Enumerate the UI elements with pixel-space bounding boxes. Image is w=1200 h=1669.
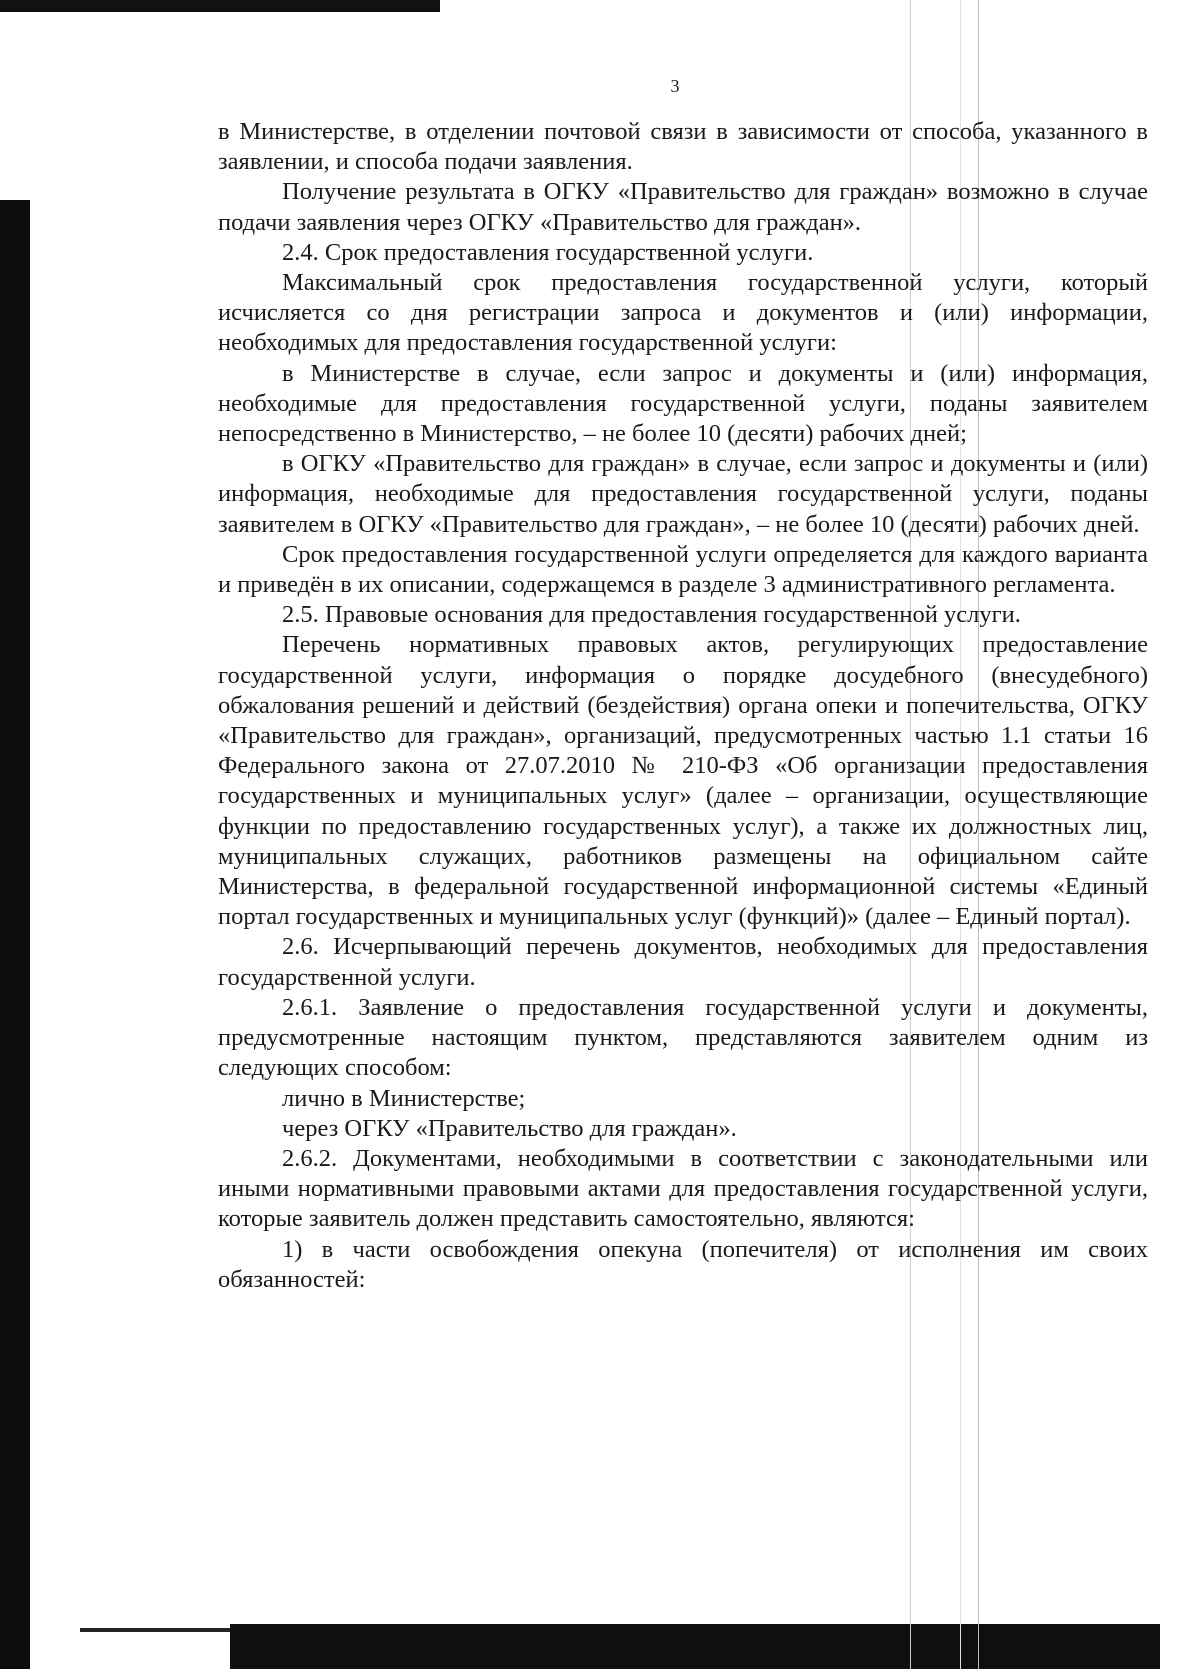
- document-body: [218, 117, 1148, 1295]
- paragraph: Получение результата в ОГКУ «Правительство для граждан» возможно в случае подачи заявления через ОГКУ «Правительство для граждан».: [218, 178, 1148, 236]
- paragraph: в ОГКУ «Правительство для граждан» в случае, если запрос и документы и (или) информация, необходимые для предоставления государственной услуги, поданы заявителем в ОГКУ «Правительство для граждан», – не более 10 (десяти) рабочих дней.: [218, 450, 1148, 538]
- paragraph: Максимальный срок предоставления государственной услуги, который исчисляется со дня регистрации запроса и документов и (или) информации, необходимых для предоставления государственной услуги:: [218, 269, 1148, 357]
- paragraph: 2.6.2. Документами, необходимыми в соответствии с законодательными или иными нормативными правовыми актами для предоставления государственной услуги, которые заявитель должен представить самостоятельно, являются:: [218, 1144, 1148, 1233]
- scan-edge-top: [0, 0, 440, 12]
- scan-edge-bottom: [230, 1624, 1160, 1669]
- paragraph: 1) в части освобождения опекуна (попечителя) от исполнения им своих обязанностей:: [218, 1235, 1148, 1293]
- paragraph: Срок предоставления государственной услуги определяется для каждого варианта и приведён в их описании, содержащемся в разделе 3 административного регламента.: [218, 540, 1148, 599]
- page-number: 3: [670, 76, 680, 96]
- paragraph: в Министерстве в случае, если запрос и документы и (или) информация, необходимые для предоставления государственной услуги, поданы заявителем непосредственно в Министерство, – не более 10 (десяти) рабочих дней;: [218, 359, 1148, 448]
- paragraph: 2.4. Срок предоставления государственной услуги.: [282, 238, 814, 266]
- paragraph: лично в Министерстве;: [282, 1084, 526, 1112]
- paragraph: через ОГКУ «Правительство для граждан».: [282, 1114, 737, 1142]
- paragraph: Перечень нормативных правовых актов, регулирующих предоставление государственной услуги, информация о порядке досудебного (внесудебного) обжалования решений и действий (бездействия) органа опеки и попечительства, ОГКУ «Правительство для граждан», организаций, предусмотренных частью 1.1 статьи 16 Федерального закона от 27.07.2010 № 210-ФЗ «Об организации предоставления государственных и муниципальных услуг» (далее – организации, осуществляющие функции по предоставлению государственных услуг), а также их должностных лиц, муниципальных служащих, работников размещены на официальном сайте Министерства, в федеральной государственной информационной системы «Единый портал государственных и муниципальных услуг (функций)» (далее – Единый портал).: [218, 631, 1148, 931]
- scan-edge-left: [0, 200, 30, 1669]
- paragraph: 2.5. Правовые основания для предоставления государственной услуги.: [282, 601, 1021, 629]
- paragraph: 2.6.1. Заявление о предоставления государственной услуги и документы, предусмотренные настоящим пунктом, представляются заявителем одним из следующих способом:: [218, 993, 1148, 1082]
- paragraph: в Министерстве, в отделении почтовой связи в зависимости от способа, указанного в заявлении, и способа подачи заявления.: [218, 118, 1148, 176]
- paragraph: 2.6. Исчерпывающий перечень документов, необходимых для предоставления государственной услуги.: [218, 933, 1148, 991]
